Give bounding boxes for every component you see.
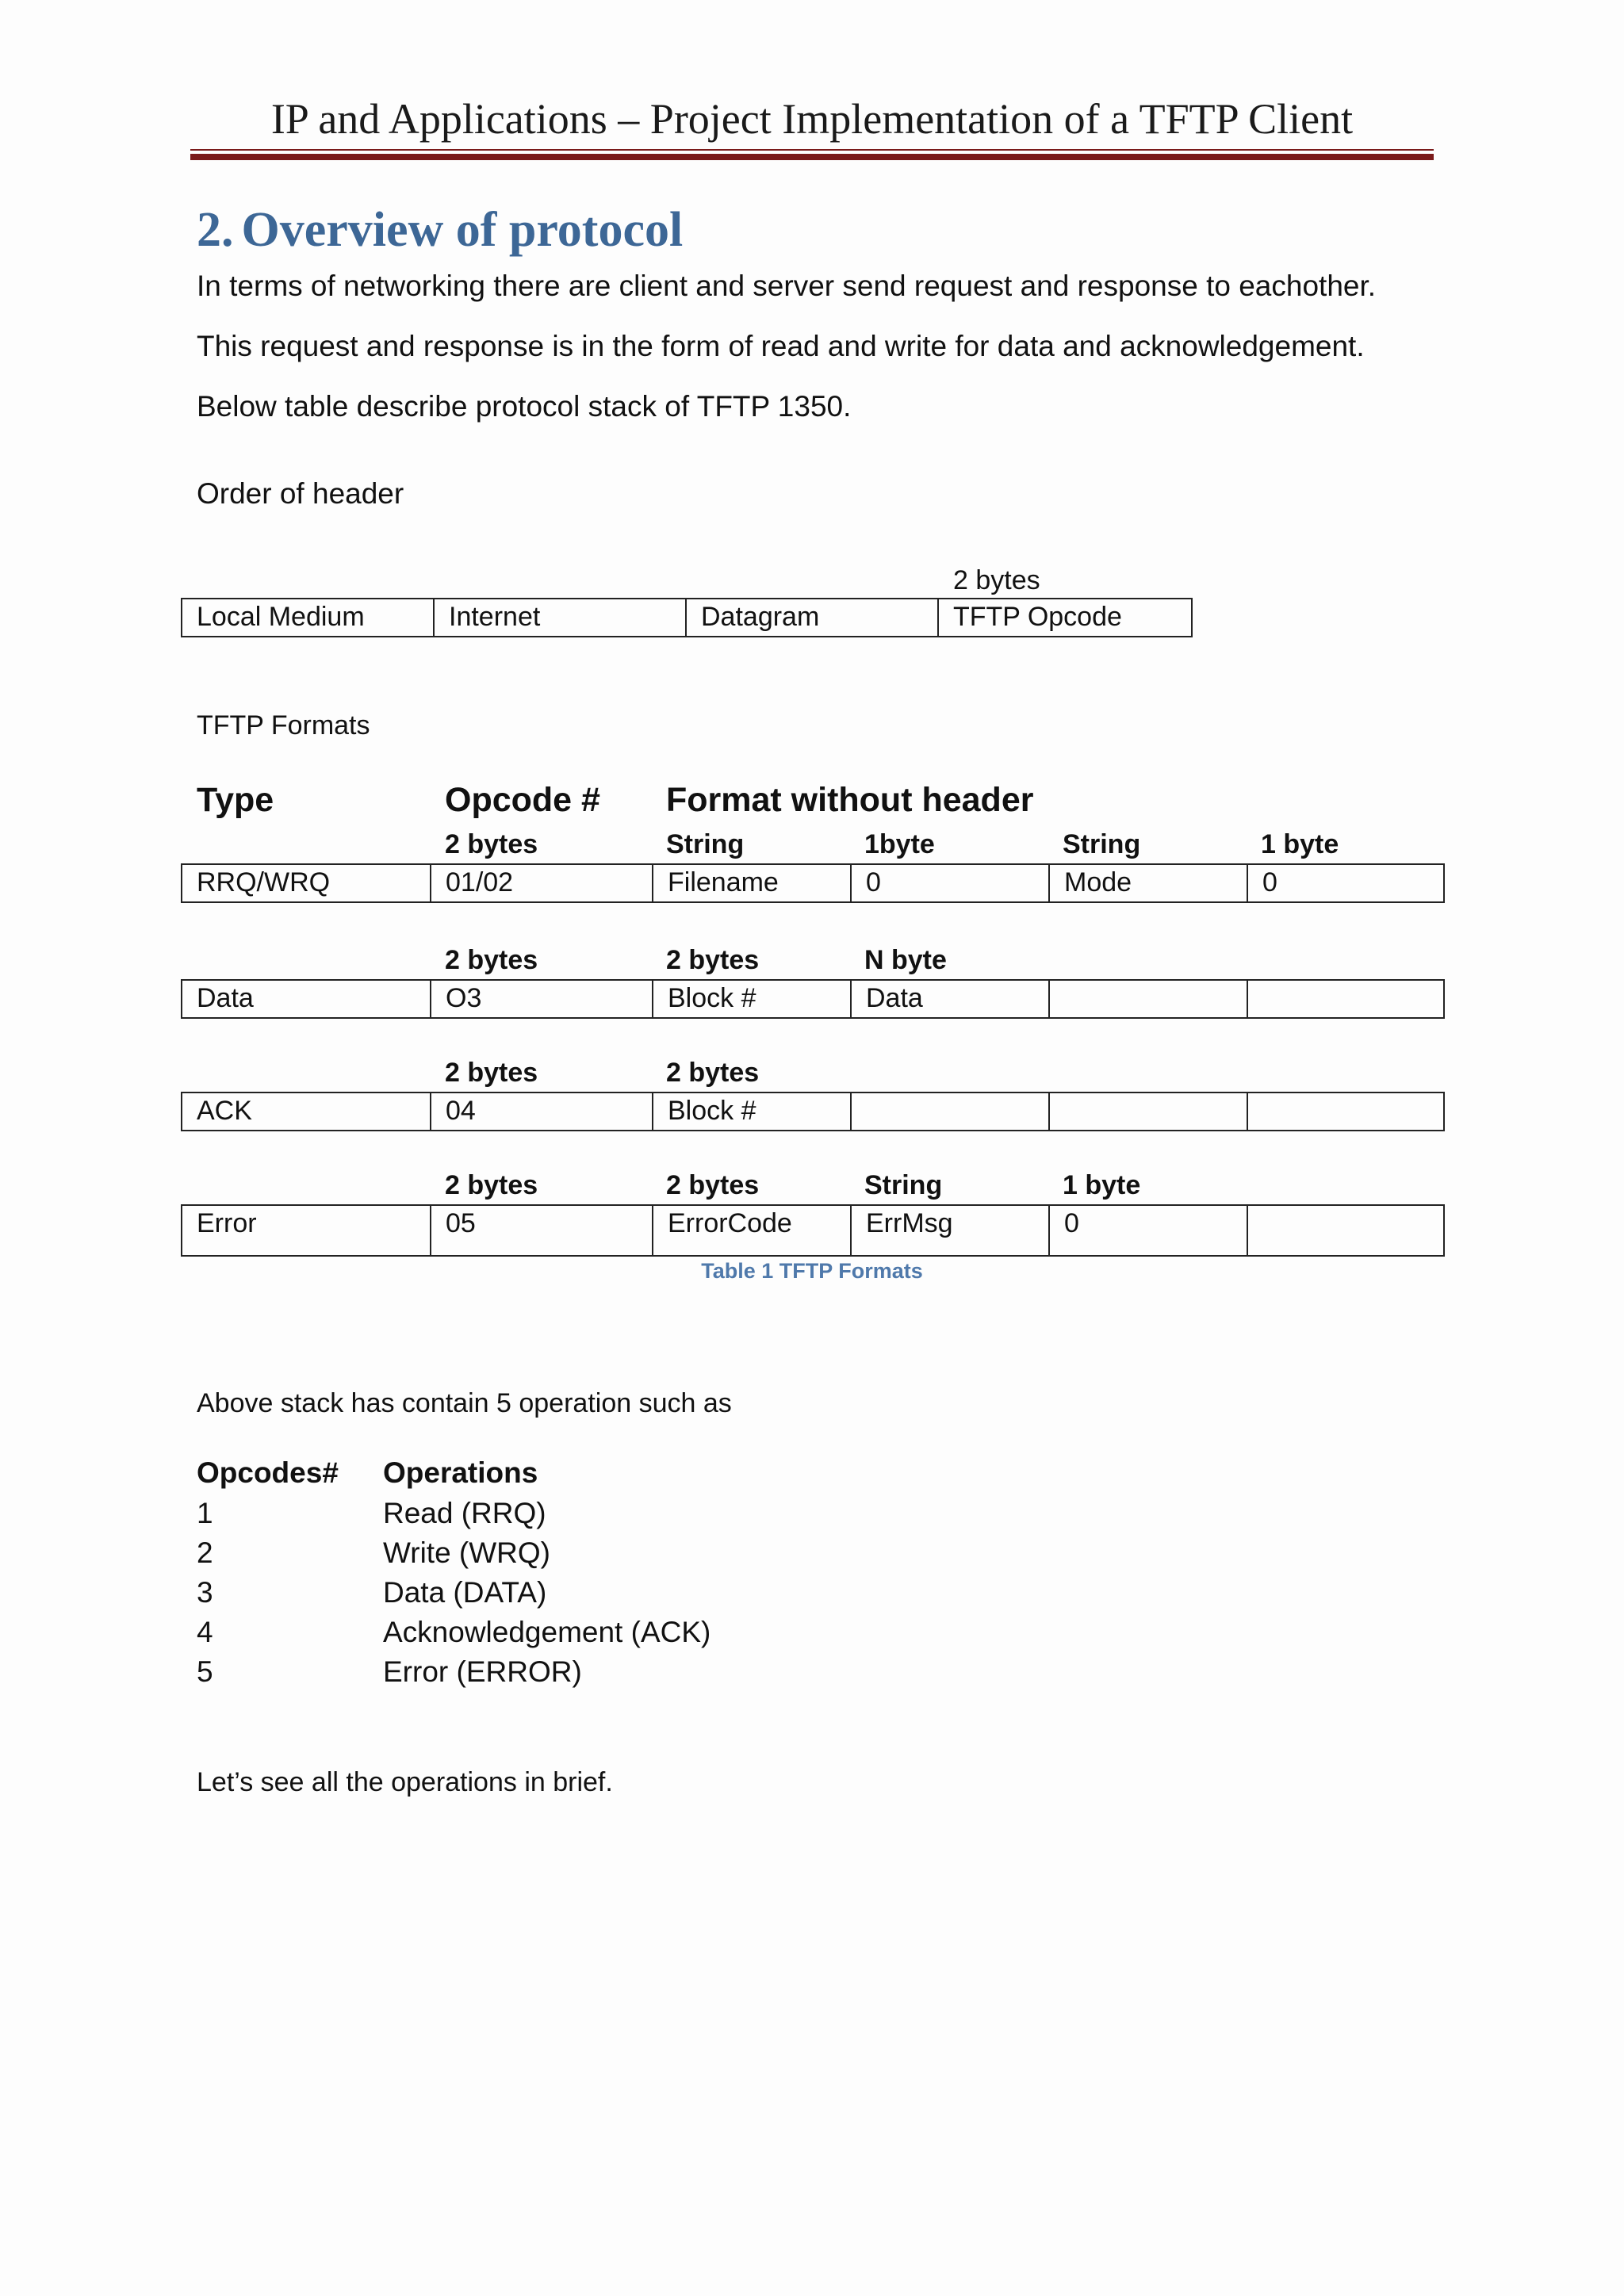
operation-name: Write (WRQ) <box>383 1536 550 1569</box>
table-cell <box>1247 979 1445 1019</box>
table-caption: Table 1 TFTP Formats <box>701 1259 923 1283</box>
col-opcodes-header: Opcodes# <box>197 1456 339 1489</box>
tftp-formats-label: TFTP Formats <box>197 710 370 740</box>
table-cell: Mode <box>1048 863 1248 903</box>
operation-name: Read (RRQ) <box>383 1497 546 1529</box>
size-label: 2 bytes <box>445 1170 538 1200</box>
section-heading <box>197 200 683 260</box>
intro-line-3: Below table describe protocol stack of TFTP 1350. <box>197 390 852 423</box>
col-operations-header: Operations <box>383 1456 538 1489</box>
table-cell <box>1247 1092 1445 1131</box>
table-cell: ErrorCode <box>652 1204 852 1257</box>
size-label: 2 bytes <box>445 829 538 859</box>
size-label: 1 byte <box>1261 829 1339 859</box>
table-cell: ACK <box>181 1092 431 1131</box>
operation-name: Acknowledgement (ACK) <box>383 1616 711 1648</box>
table-cell <box>1048 979 1248 1019</box>
col-format-header: Format without header <box>666 781 1034 819</box>
table-cell: 04 <box>430 1092 653 1131</box>
size-label: String <box>864 1170 943 1200</box>
table-cell: Data <box>850 979 1050 1019</box>
table-cell: Block # <box>652 979 852 1019</box>
table-cell: RRQ/WRQ <box>181 863 431 903</box>
size-label: 2 bytes <box>666 945 760 975</box>
opcode-size-label: 2 bytes <box>953 565 1040 595</box>
table-cell: 0 <box>1247 863 1445 903</box>
intro-line-2: This request and response is in the form of read and write for data and acknowledgement. <box>197 330 1365 362</box>
opcode-value: 2 <box>197 1536 213 1569</box>
size-label: 2 bytes <box>666 1170 760 1200</box>
table-cell: Data <box>181 979 431 1019</box>
section-title: Overview of protocol <box>241 203 684 257</box>
size-label: 1 byte <box>1063 1170 1141 1200</box>
size-label: 1byte <box>864 829 935 859</box>
header-cell-internet: Internet <box>433 598 687 637</box>
size-label: N byte <box>864 945 947 975</box>
table-cell <box>850 1092 1050 1131</box>
operation-name: Error (ERROR) <box>383 1655 582 1688</box>
header-cell-local-medium: Local Medium <box>181 598 435 637</box>
table-cell: 0 <box>1048 1204 1248 1257</box>
size-label: 2 bytes <box>445 1058 538 1088</box>
table-cell <box>1048 1092 1248 1131</box>
operation-name: Data (DATA) <box>383 1576 547 1609</box>
col-type-header: Type <box>197 781 274 819</box>
operations-intro: Above stack has contain 5 operation such as <box>197 1388 732 1418</box>
table-cell: Block # <box>652 1092 852 1131</box>
opcode-value: 1 <box>197 1497 213 1529</box>
intro-line-1: In terms of networking there are client and server send request and response to eachother. <box>197 270 1377 302</box>
table-cell: Filename <box>652 863 852 903</box>
opcode-value: 4 <box>197 1616 213 1648</box>
running-header: IP and Applications – Project Implementation of a TFTP Client <box>270 95 1354 143</box>
opcode-value: 3 <box>197 1576 213 1609</box>
size-label: String <box>666 829 745 859</box>
header-rule-thin <box>190 149 1434 151</box>
order-of-header-label: Order of header <box>197 477 404 510</box>
table-cell: 05 <box>430 1204 653 1257</box>
size-label: 2 bytes <box>445 945 538 975</box>
table-cell: 0 <box>850 863 1050 903</box>
header-cell-datagram: Datagram <box>685 598 939 637</box>
size-label: 2 bytes <box>666 1058 760 1088</box>
table-cell: 01/02 <box>430 863 653 903</box>
table-cell: ErrMsg <box>850 1204 1050 1257</box>
table-cell: O3 <box>430 979 653 1019</box>
size-label: String <box>1063 829 1141 859</box>
closing-text: Let’s see all the operations in brief. <box>197 1767 613 1797</box>
table-cell: Error <box>181 1204 431 1257</box>
col-opcode-header: Opcode # <box>445 781 600 819</box>
header-rule-thick <box>190 154 1434 160</box>
header-cell-tftp-opcode: TFTP Opcode <box>937 598 1193 637</box>
table-cell <box>1247 1204 1445 1257</box>
section-number: 2. <box>197 203 234 257</box>
opcode-value: 5 <box>197 1655 213 1688</box>
